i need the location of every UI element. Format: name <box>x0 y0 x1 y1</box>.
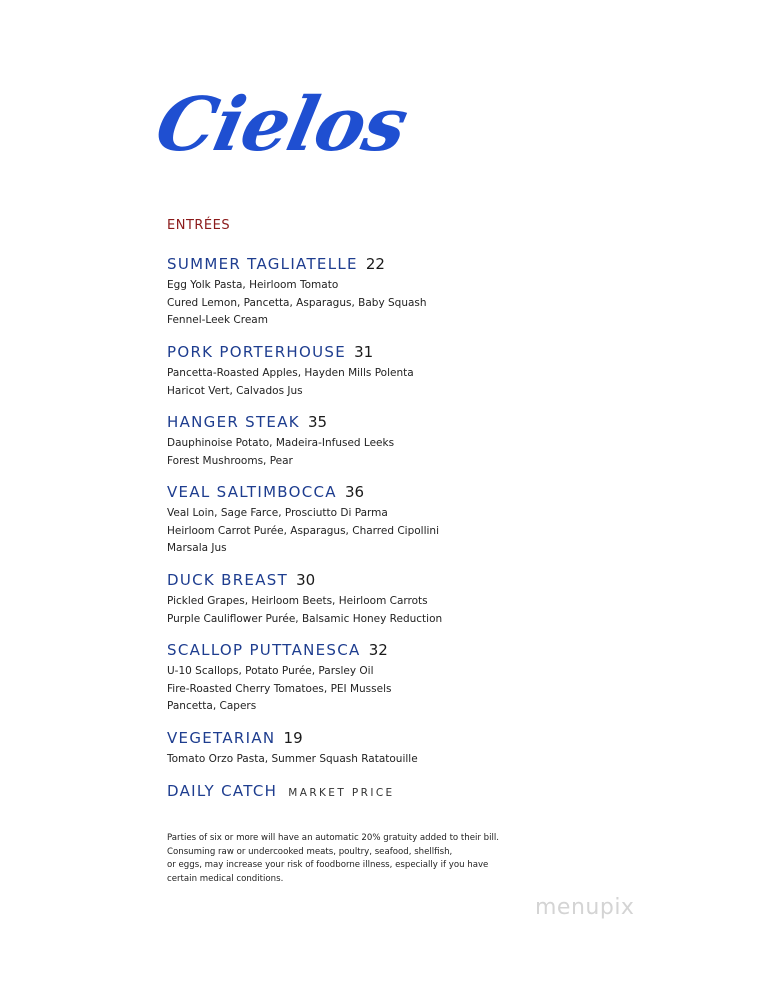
footnote-line: Parties of six or more will have an automatic 20% gratuity added to their bill. <box>167 833 500 843</box>
restaurant-logo: Cielos <box>148 82 415 168</box>
item-description-line: Egg Yolk Pasta, Heirloom Tomato <box>167 279 339 291</box>
menu-footnote <box>167 832 527 886</box>
item-description-line: Haricot Vert, Calvados Jus <box>167 384 303 397</box>
menupix-watermark: menupix <box>535 895 635 920</box>
item-description-line: Purple Cauliflower Purée, Balsamic Honey Reduction <box>167 612 443 625</box>
menu-item-scallop-puttanesca <box>167 640 667 716</box>
item-description-line: Fire-Roasted Cherry Tomatoes, PEI Mussels <box>167 682 392 695</box>
footnote-line: or eggs, may increase your risk of foodborne illness, especially if you have <box>167 860 489 871</box>
item-name: PORK PORTERHOUSE <box>167 343 346 361</box>
item-name: DAILY CATCH <box>167 782 278 800</box>
item-price: 35 <box>308 413 328 431</box>
item-price: 30 <box>296 571 316 589</box>
item-name: DUCK BREAST <box>167 571 289 589</box>
item-price: 36 <box>344 483 365 501</box>
item-description-line: Pancetta-Roasted Apples, Hayden Mills Polenta <box>167 367 414 379</box>
item-name: VEGETARIAN <box>167 729 276 747</box>
item-name: VEAL SALTIMBOCCA <box>167 483 337 501</box>
item-description-line: Fennel-Leek Cream <box>167 314 268 327</box>
item-market-price: MARKET PRICE <box>288 787 395 799</box>
item-description-line: Pickled Grapes, Heirloom Beets, Heirloom Carrots <box>167 595 428 607</box>
menu-item-daily-catch <box>167 781 667 806</box>
item-price: 22 <box>365 255 385 273</box>
item-description-line: Heirloom Carrot Purée, Asparagus, Charred Cipollini <box>167 524 440 537</box>
item-description-line: Dauphinoise Potato, Madeira-Infused Leeks <box>167 437 395 449</box>
item-description-line: Marsala Jus <box>167 542 227 555</box>
menu-item-hanger-steak <box>167 412 667 470</box>
item-description-line: Veal Loin, Sage Farce, Prosciutto Di Parma <box>167 507 388 519</box>
item-description-line: Cured Lemon, Pancetta, Asparagus, Baby Squash <box>167 296 427 309</box>
item-name: HANGER STEAK <box>167 413 300 431</box>
item-name: SCALLOP PUTTANESCA <box>167 641 361 659</box>
item-name: SUMMER TAGLIATELLE <box>167 255 358 273</box>
section-title-entrees: ENTRÉES <box>167 218 231 233</box>
item-description-line: U-10 Scallops, Potato Purée, Parsley Oil <box>167 665 374 677</box>
menu-item-pork-porterhouse <box>167 342 667 400</box>
item-price: 32 <box>368 641 388 659</box>
footnote-line: certain medical conditions. <box>167 873 284 884</box>
item-price: 19 <box>283 729 303 747</box>
menu-item-vegetarian <box>167 728 667 769</box>
item-description-line: Forest Mushrooms, Pear <box>167 454 293 467</box>
menu-item-summer-tagliatelle <box>167 254 667 330</box>
item-description-line: Pancetta, Capers <box>167 700 257 713</box>
footnote-line: Consuming raw or undercooked meats, poultry, seafood, shellfish, <box>167 846 453 857</box>
menu-item-veal-saltimbocca <box>167 482 667 558</box>
item-description-line: Tomato Orzo Pasta, Summer Squash Ratatouille <box>167 753 418 765</box>
menu-item-duck-breast <box>167 570 667 628</box>
item-price: 31 <box>354 343 374 361</box>
